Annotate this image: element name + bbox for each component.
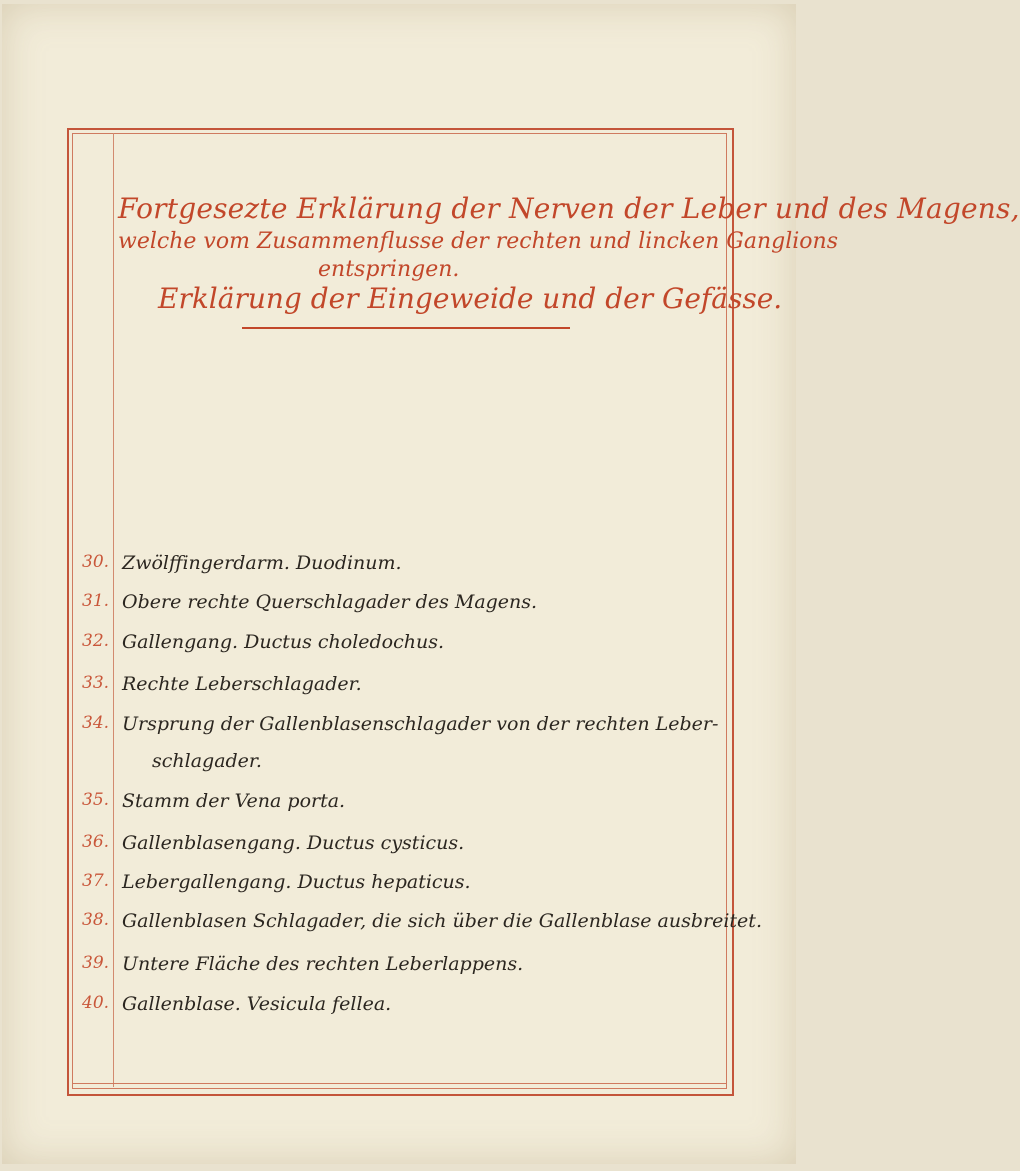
entry-text: Lebergallengang. Ductus hepaticus.: [122, 871, 471, 893]
entry-text: Ursprung der Gallenblasenschlagader von der rechten Leber-: [122, 713, 719, 735]
heading-line-3: entspringen.: [318, 257, 460, 282]
entry-number: 30.: [82, 552, 110, 572]
entry-number: 36.: [82, 832, 110, 852]
entry-number: 35.: [82, 790, 110, 810]
entry-text: Gallengang. Ductus choledochus.: [122, 631, 445, 653]
entry-text: Gallenblasengang. Ductus cysticus.: [122, 832, 465, 854]
entry-text: Zwölffingerdarm. Duodinum.: [122, 552, 402, 574]
entry-text: Rechte Leberschlagader.: [122, 673, 362, 695]
heading-line-4: Erklärung der Eingeweide und der Gefässe.: [158, 282, 783, 315]
entry-number: 31.: [82, 591, 110, 611]
entry-text: Stamm der Vena porta.: [122, 790, 346, 812]
entry-text: Gallenblase. Vesicula fellea.: [122, 993, 392, 1015]
entry-number: 33.: [82, 673, 110, 693]
bottom-rule: [72, 1083, 727, 1084]
heading-line-2: welche vom Zusammenflusse der rechten und lincken Ganglions: [118, 229, 838, 254]
heading-line-1: Fortgesezte Erklärung der Nerven der Leber und des Magens,: [118, 192, 1020, 225]
entry-number: 37.: [82, 871, 110, 891]
entry-text: Obere rechte Querschlagader des Magens.: [122, 591, 538, 613]
entry-text: Gallenblasen Schlagader, die sich über die Gallenblase ausbreitet.: [122, 910, 762, 932]
entry-number: 32.: [82, 631, 110, 651]
entry-text: Untere Fläche des rechten Leberlappens.: [122, 953, 524, 975]
entry-number: 34.: [82, 713, 110, 733]
entry-number: 39.: [82, 953, 110, 973]
entry-number: 38.: [82, 910, 110, 930]
entry-number: 40.: [82, 993, 110, 1013]
heading-underline: [242, 327, 570, 329]
entry-continuation: schlagader.: [152, 750, 262, 772]
